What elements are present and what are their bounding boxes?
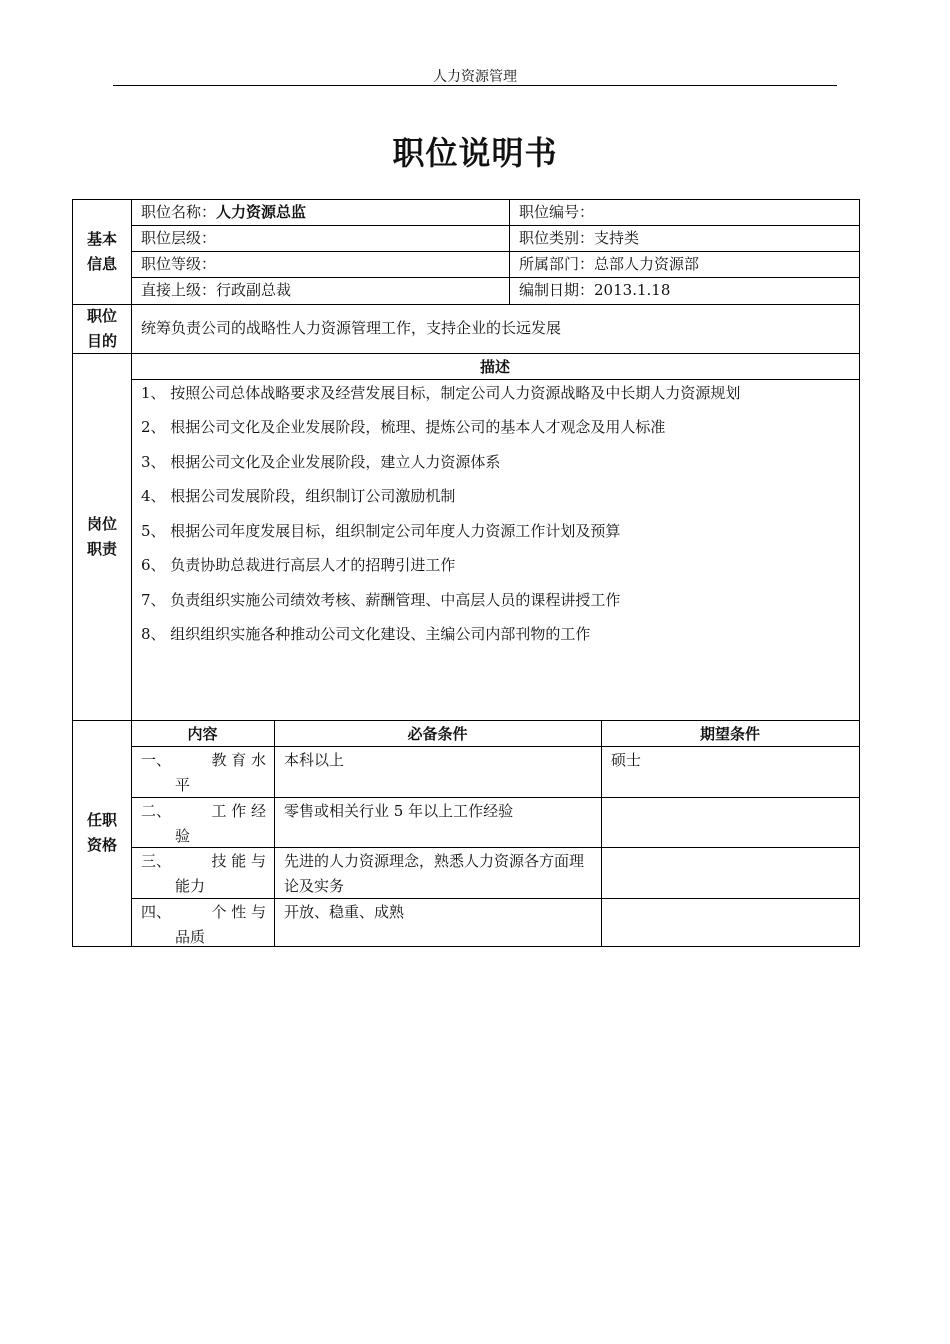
document-title: 职位说明书	[392, 134, 558, 172]
qual-col-required: 必备条件	[407, 725, 468, 743]
compile-date-label: 编制日期：	[519, 281, 595, 299]
qual-required: 零售或相关行业 5 年以上工作经验	[284, 802, 514, 820]
qual-item-label-cont: 能力	[175, 877, 206, 895]
purpose-text: 统筹负责公司的战略性人力资源管理工作，支持企业的长远发展	[141, 319, 562, 337]
qualifications-label: 任职 资格	[86, 811, 117, 854]
department-value: 总部人力资源部	[594, 255, 700, 273]
duty-item: 4、 根据公司发展阶段，组织制订公司激励机制	[141, 487, 456, 505]
qual-item-label-cont: 品质	[175, 928, 206, 946]
position-code-field	[519, 200, 594, 225]
position-category-label: 职位类别：	[519, 229, 595, 247]
row-rule	[131, 251, 859, 252]
qual-col-rule	[601, 720, 602, 946]
qual-num: 一、	[141, 751, 172, 769]
duty-item: 7、 负责组织实施公司绩效考核、薪酬管理、中高层人员的课程讲授工作	[141, 591, 621, 609]
section-rule	[73, 720, 859, 721]
purpose-label: 职位 目的	[86, 306, 117, 350]
row-rule	[131, 847, 859, 848]
section-rule	[73, 353, 859, 354]
duties-label: 岗位 职责	[86, 514, 117, 558]
position-category-field	[519, 226, 639, 251]
row-rule	[131, 225, 859, 226]
position-name-value: 人力资源总监	[216, 203, 307, 221]
qual-item-label-cont: 平	[175, 776, 191, 794]
qual-item-label-cont: 验	[175, 827, 191, 845]
qual-num: 四、	[141, 903, 172, 921]
position-category-value: 支持类	[594, 229, 640, 247]
qual-required: 先进的人力资源理念，熟悉人力资源各方面理论及实务	[284, 852, 585, 895]
department-label: 所属部门：	[519, 255, 595, 273]
qual-required: 本科以上	[284, 751, 345, 769]
duty-item: 1、 按照公司总体战略要求及经营发展目标，制定公司人力资源战略及中长期人力资源规划	[141, 384, 741, 402]
direct-superior-label: 直接上级：	[141, 281, 217, 299]
basic-info-label: 基本 信息	[86, 230, 117, 273]
qual-item-label: 技 能 与	[211, 852, 266, 870]
qual-item-label: 工 作 经	[211, 802, 266, 820]
row-rule	[131, 898, 859, 899]
position-name-field	[141, 200, 306, 225]
compile-date-value: 2013.1.18	[594, 281, 671, 299]
compile-date-field	[519, 278, 670, 303]
qual-col-content: 内容	[187, 725, 218, 743]
row-rule	[131, 379, 859, 380]
qual-expected: 硕士	[611, 751, 642, 769]
position-code-label: 职位编号：	[519, 203, 595, 221]
header-rule	[113, 85, 837, 86]
position-grade-label: 职位等级：	[141, 255, 217, 273]
job-description-table	[72, 199, 860, 947]
row-rule	[131, 746, 859, 747]
position-level-field	[141, 226, 216, 251]
duty-item: 2、 根据公司文化及企业发展阶段，梳理、提炼公司的基本人才观念及用人标准	[141, 418, 666, 436]
duty-item: 3、 根据公司文化及企业发展阶段，建立人力资源体系	[141, 453, 501, 471]
duty-item: 5、 根据公司年度发展目标，组织制定公司年度人力资源工作计划及预算	[141, 522, 621, 540]
running-header: 人力资源管理	[433, 69, 517, 85]
qual-col-expected: 期望条件	[699, 725, 760, 743]
qual-item-label: 教 育 水	[211, 751, 266, 769]
qual-num: 二、	[141, 802, 172, 820]
qual-col-rule	[274, 720, 275, 946]
duties-header: 描述	[479, 358, 510, 376]
position-grade-field	[141, 252, 216, 277]
position-name-label: 职位名称：	[141, 203, 217, 221]
direct-superior-field	[141, 278, 291, 303]
position-level-label: 职位层级：	[141, 229, 217, 247]
duty-item: 8、 组织组织实施各种推动公司文化建设、主编公司内部刊物的工作	[141, 625, 591, 643]
row-rule	[131, 797, 859, 798]
qual-num: 三、	[141, 852, 172, 870]
department-field	[519, 252, 699, 277]
side-column-rule	[131, 200, 132, 946]
section-rule	[73, 304, 859, 305]
basic-info-mid-rule	[509, 200, 510, 304]
duty-item: 6、 负责协助总裁进行高层人才的招聘引进工作	[141, 556, 456, 574]
direct-superior-value: 行政副总裁	[216, 281, 292, 299]
qual-item-label: 个 性 与	[211, 903, 266, 921]
qual-required: 开放、稳重、成熟	[284, 903, 405, 921]
